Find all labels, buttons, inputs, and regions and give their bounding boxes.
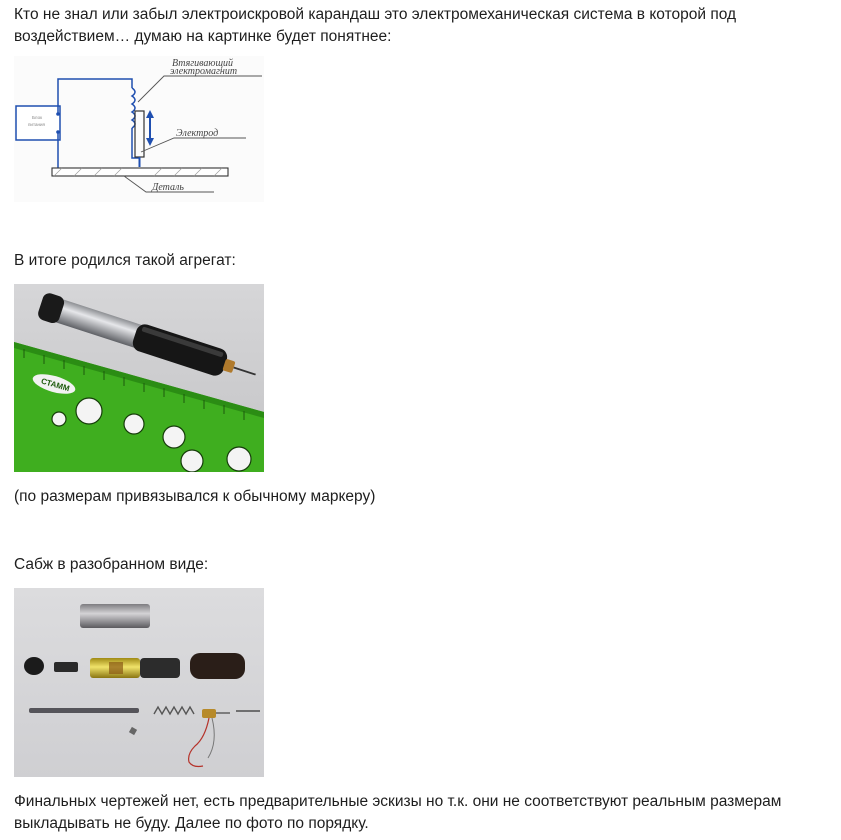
power-label-1: Блок xyxy=(32,115,43,120)
magnet-label-2: электромагнит xyxy=(170,66,238,77)
power-label-2: питания xyxy=(28,122,45,127)
size-note: (по размерам привязывался к обычному маркеру) xyxy=(14,488,376,505)
assembled-pencil-photo xyxy=(14,284,264,472)
result-paragraph: В итоге родился такой агрегат: xyxy=(14,252,236,269)
part-label: Деталь xyxy=(152,182,184,193)
magnet-label-1: Втягивающий xyxy=(172,58,233,69)
disassembled-photo xyxy=(14,588,264,777)
electrode-label: Электрод xyxy=(176,128,219,139)
ruler-brand: СТАММ xyxy=(40,376,71,394)
schematic-diagram xyxy=(14,56,264,202)
intro-paragraph: Кто не знал или забыл электроискровой карандаш это электромеханическая система в которой под воздействием… думаю на картинке будет понятнее: xyxy=(14,6,737,45)
final-paragraph: Финальных чертежей нет, есть предварительные эскизы но т.к. они не соответствуют реальным размерам выкладывать не буду. Далее по фото по порядку. xyxy=(14,793,782,832)
disassembled-paragraph: Сабж в разобранном виде: xyxy=(14,556,209,573)
